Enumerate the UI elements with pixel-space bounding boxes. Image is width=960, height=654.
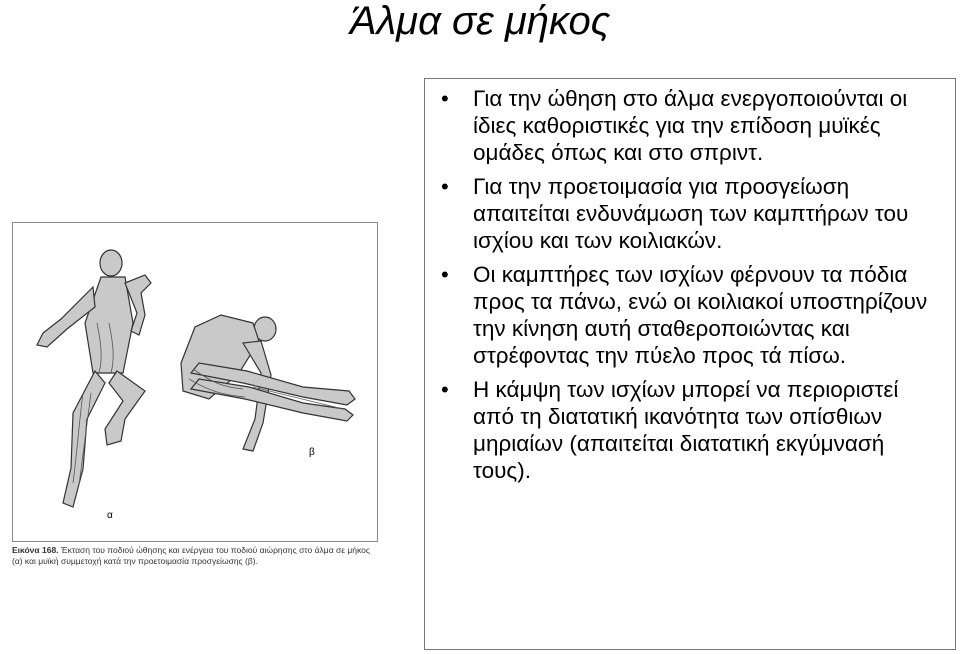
jumper-figure-a — [37, 250, 151, 507]
anatomy-illustration — [13, 223, 377, 541]
jumper-figure-b — [181, 315, 355, 451]
bullet-list — [441, 85, 943, 491]
bullet-text: Οι καμπτήρες των ισχίων φέρνουν τα πόδια προς τα πάνω, ενώ οι κοιλιακοί υποστηρίζουν την κίνηση αυτή σταθεροποιώντας και στρέφοντας την πύελο προς τά πίσω. — [473, 262, 928, 368]
figure-frame — [12, 222, 378, 542]
anatomy-figure — [12, 222, 378, 577]
bullet-text: Για την προετοιμασία για προσγείωση απαιτείται ενδυνάμωση των καμπτήρων του ισχίου και των κοιλιακών. — [473, 174, 909, 253]
slide-title: Άλμα σε μήκος — [349, 0, 611, 43]
bullet-item — [441, 376, 943, 484]
bullet-dot-icon: • — [441, 262, 449, 287]
bullet-item — [441, 173, 943, 254]
bullet-text: Η κάμψη των ισχίων μπορεί να περιοριστεί από τη διατατική ικανότητα των οπίσθιων μηριαίων (απαιτείται διατατική εκγύμνασή τους). — [473, 377, 899, 483]
bullet-text: Για την ώθηση στο άλμα ενεργοποιούνται οι ίδιες καθοριστικές για την επίδοση μυϊκές ομάδες όπως και στο σπριντ. — [473, 86, 908, 165]
bullet-dot-icon: • — [441, 174, 449, 199]
bullet-dot-icon: • — [441, 86, 449, 111]
bullet-item — [441, 261, 943, 369]
caption-label: Εικόνα 168. — [12, 545, 59, 555]
bullet-dot-icon: • — [441, 377, 449, 402]
bullet-text-box — [424, 78, 956, 650]
figure-label-b: β — [309, 447, 315, 458]
bullet-item — [441, 85, 943, 166]
caption-text: Έκταση του ποδιού ώθησης και ενέργεια του ποδιού αιώρησης στο άλμα σε μήκος (α) και μυϊκή συμμετοχή κατά την προετοιμασία προσγείωσης (β). — [12, 545, 370, 566]
figure-caption — [12, 545, 378, 567]
figure-label-a: α — [107, 510, 113, 521]
